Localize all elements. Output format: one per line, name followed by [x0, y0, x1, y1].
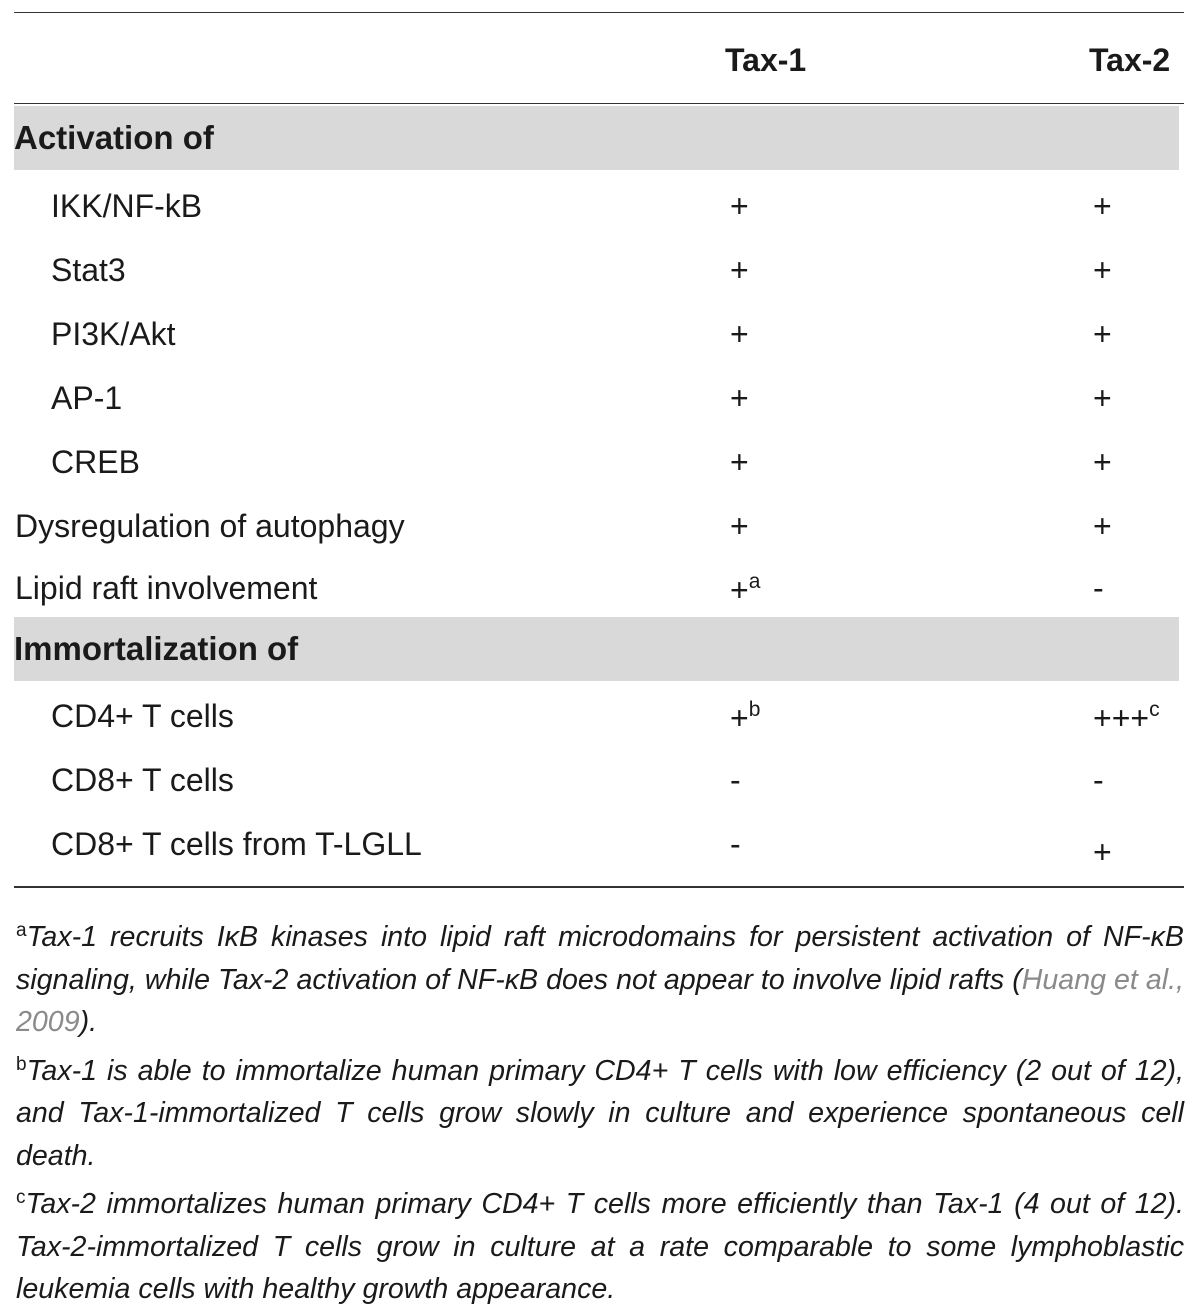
header-tax2: Tax-2	[1089, 42, 1171, 78]
row-label: AP-1	[51, 380, 123, 416]
value-symbol: +++	[1093, 700, 1150, 736]
section-header-activation	[14, 106, 1179, 170]
tax2-value: -	[1093, 762, 1104, 798]
table-row	[0, 236, 1200, 300]
tax2-value: +	[1093, 316, 1112, 352]
tax2-value: +	[1093, 834, 1112, 870]
row-label: CD8+ T cells from T-LGLL	[51, 826, 422, 862]
row-label: PI3K/Akt	[51, 316, 176, 352]
footnote-b	[16, 1044, 1184, 1178]
tax2-value	[1093, 698, 1160, 737]
tax2-value: -	[1093, 570, 1104, 606]
section-title: Activation of	[14, 119, 214, 156]
footnote-text-end: ).	[79, 1006, 98, 1038]
footnote-mark: b	[16, 1053, 27, 1075]
row-label: Stat3	[51, 252, 126, 288]
table-row	[0, 428, 1200, 492]
tax2-value: +	[1093, 508, 1112, 544]
footnote-mark: b	[748, 698, 761, 721]
row-label: CD8+ T cells	[51, 762, 234, 798]
tax2-value: +	[1093, 380, 1112, 416]
table-row	[0, 364, 1200, 428]
table-row	[0, 300, 1200, 364]
table-row	[0, 172, 1200, 236]
tax1-value: +	[730, 316, 749, 352]
tax1-value: -	[730, 826, 741, 862]
row-label: CD4+ T cells	[51, 698, 234, 734]
tax1-value: +	[730, 188, 749, 224]
footnote-text: Tax-2 immortalizes human primary CD4+ T cells more efficiently than Tax-1 (4 out of 12). Tax-2-immortalized T cells grow in culture at a rate comparable to some lymphoblastic leukemia cells with healthy growth appearance.	[16, 1188, 1184, 1305]
table-bottom-rule	[14, 886, 1184, 888]
row-label: Dysregulation of autophagy	[15, 508, 405, 544]
tax1-value: -	[730, 762, 741, 798]
footnote-text: Tax-1 is able to immortalize human primary CD4+ T cells with low efficiency (2 out of 12), and Tax-1-immortalized T cells grow slowly in culture and experience spontaneous cell death.	[16, 1054, 1184, 1172]
tax2-value: +	[1093, 252, 1112, 288]
row-label: IKK/NF-kB	[51, 188, 203, 224]
row-label: CREB	[51, 444, 140, 480]
tax1-value	[730, 698, 760, 737]
footnote-text: Tax-1 recruits IκB kinases into lipid raft microdomains for persistent activation of NF-κB signaling, while Tax-2 activation of NF-κB does not appear to involve lipid rafts (	[16, 921, 1184, 996]
footnote-mark: c	[1149, 698, 1160, 721]
tax1-value: +	[730, 252, 749, 288]
tax1-value: +	[730, 508, 749, 544]
footnote-a	[16, 910, 1184, 1044]
footnotes	[16, 910, 1184, 1311]
header-rule	[14, 103, 1184, 104]
citation-link[interactable]: Huang et al., 2009	[16, 963, 1185, 1038]
value-symbol: +	[730, 700, 749, 736]
section-title: Immortalization of	[14, 630, 299, 667]
tax1-value: +	[730, 380, 749, 416]
footnote-c	[16, 1177, 1184, 1311]
value-symbol: +	[730, 572, 749, 608]
table-row	[0, 682, 1200, 746]
header-tax1: Tax-1	[725, 42, 807, 78]
section-header-immortalization	[14, 617, 1179, 681]
tax1-value	[730, 570, 760, 609]
table-row	[0, 810, 1200, 874]
table-row	[0, 554, 1200, 618]
footnote-mark: c	[16, 1187, 26, 1208]
table-row	[0, 492, 1200, 556]
tax1-value: +	[730, 444, 749, 480]
tax2-value: +	[1093, 188, 1112, 224]
tax2-value: +	[1093, 444, 1112, 480]
table-top-rule	[14, 12, 1184, 13]
row-label: Lipid raft involvement	[15, 570, 318, 606]
footnote-mark: a	[16, 920, 27, 941]
table-row	[0, 746, 1200, 810]
footnote-mark: a	[748, 570, 761, 593]
